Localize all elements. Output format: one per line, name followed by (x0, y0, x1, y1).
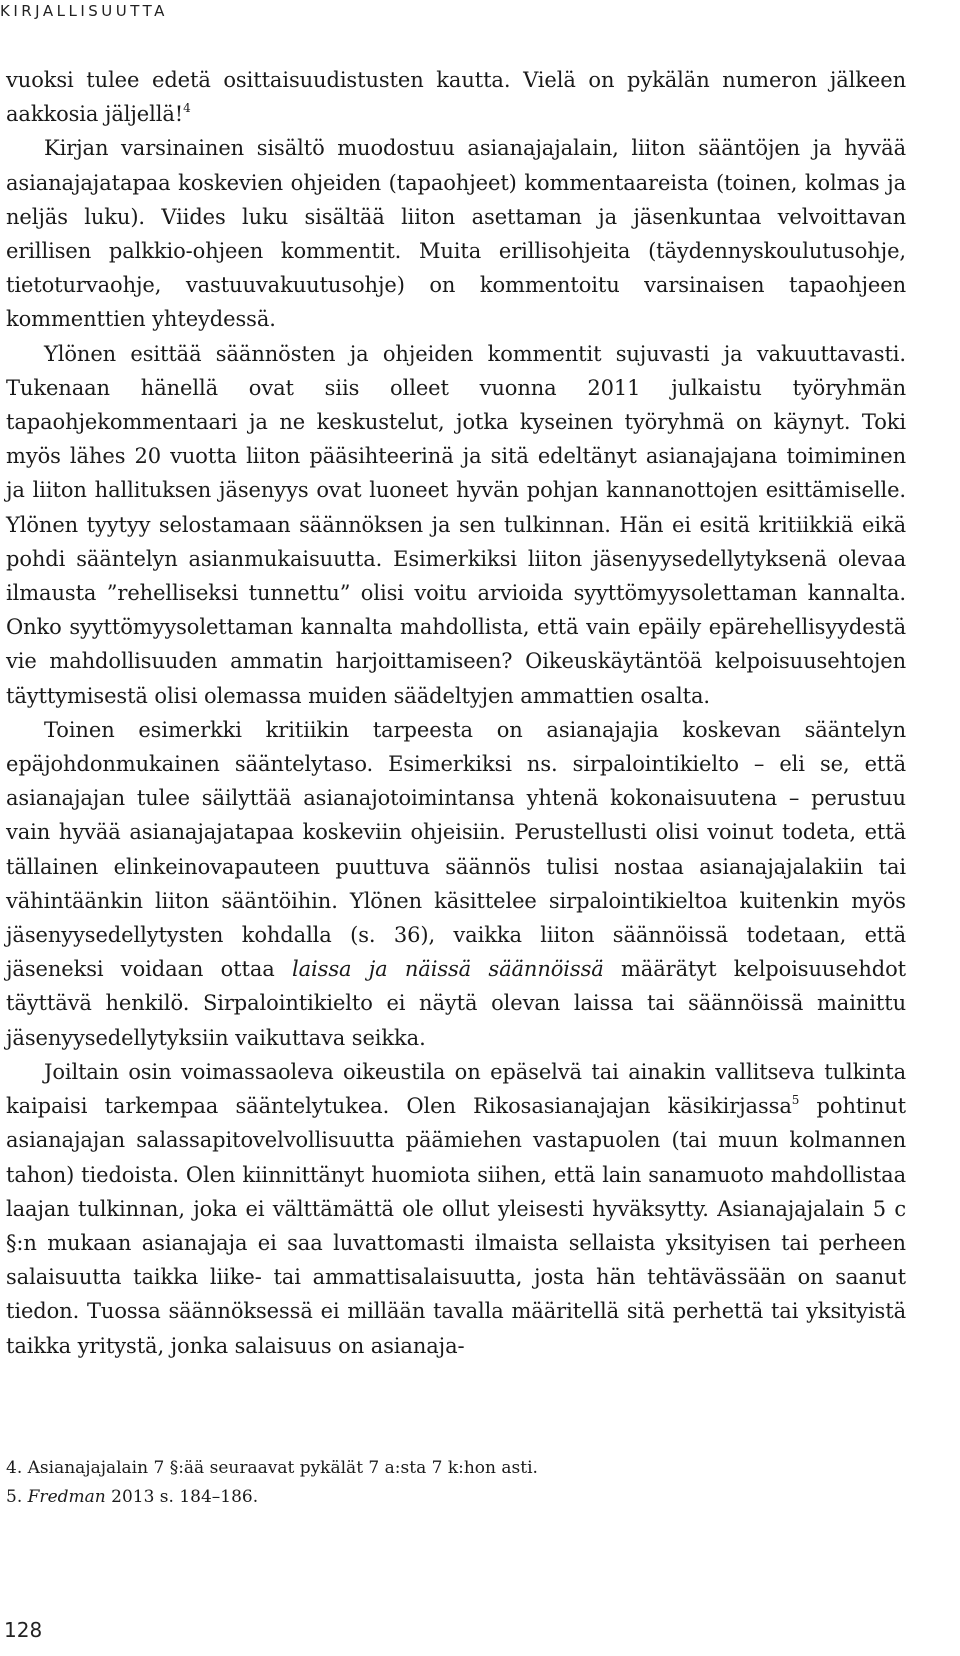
paragraph-text: määrätyt kelpoisuusehdot täyttävä henkilö. Sirpalointikielto ei näytä olevan laissa tai säännöissä mainittu jäsenyysedellytyksiin vaikuttava seikka. (6, 957, 906, 1050)
footnote-text: Asianajajalain 7 §:ää seuraavat pykälät 7 a:sta 7 k:hon asti. (27, 1458, 538, 1478)
running-header: KIRJALLISUUTTA (0, 2, 168, 20)
footnote-ref-4[interactable]: 4 (183, 101, 191, 116)
footnote-author: Fredman (27, 1487, 106, 1507)
paragraph-text: vuoksi tulee edetä osittaisuudistusten kautta. Vielä on pykälän numeron jälkeen aakkosia jäljellä! (6, 68, 906, 127)
paragraph-text: Toinen esimerkki kritiikin tarpeesta on asianajajia koskevan sääntelyn epäjohdonmukainen sääntelytaso. Esimerkiksi ns. sirpalointikielto – eli se, että asianajajan tulee säilyttää asianajotoimintansa yhtenä kokonaisuutena – perustuu vain hyvää asianajajatapaa koskeviin ohjeisiin. Perustellusti olisi voinut todeta, että tällainen elinkeinovapauteen puuttuva säännös tulisi nostaa asianajajalakiin tai vähintäänkin liiton sääntöihin. Ylönen käsittelee sirpalointikieltoa kuitenkin myös jäsenyysedellytysten kohdalla (s. 36), vaikka liiton säännöissä todetaan, että jäseneksi voidaan ottaa (6, 717, 906, 982)
paragraph-2: Kirjan varsinainen sisältö muodostuu asianajajalain, liiton sääntöjen ja hyvää asianajajatapaa koskevien ohjeiden (tapaohjeet) kommentaareista (toinen, kolmas ja neljäs luku). Viides luku sisältää liiton asettaman ja jäsenkuntaa velvoittavan erillisen palkkio-ohjeen kommentit. Muita erillisohjeita (täydennyskoulutusohje, tietoturvaohje, vastuuvakuutusohje) on kommentoitu varsinaisen tapaohjeen kommenttien yhteydessä. (6, 136, 906, 332)
footnote-text: 2013 s. 184–186. (111, 1487, 259, 1507)
footnote-5 (6, 1483, 906, 1512)
footnote-number: 5. (6, 1487, 23, 1507)
paragraph-5 (6, 1055, 906, 1363)
paragraph-3: Ylönen esittää säännösten ja ohjeiden kommentit sujuvasti ja vakuuttavasti. Tukenaan hänellä ovat siis olleet vuonna 2011 julkaistu työryhmän tapaohjekommentaari ja ne keskustelut, jotka kyseinen työryhmä on käynyt. Toki myös lähes 20 vuotta liiton pääsihteerinä ja sitä edeltänyt asianajajana toimiminen ja liiton hallituksen jäsenyys ovat luoneet hyvän pohjan kannanottojen esittämiselle. Ylönen tyytyy selostamaan säännöksen ja sen tulkinnan. Hän ei esitä kritiikkiä eikä pohdi sääntelyn asianmukaisuutta. Esimerkiksi liiton jäsenyysedellytyksenä olevaa ilmausta ”rehelliseksi tunnettu” olisi voitu arvioida syyttömyysolettaman kannalta. Onko syyttömyysolettaman kannalta mahdollista, että vain epäily epärehellisyydestä vie mahdollisuuden ammatin harjoittamiseen? Oikeuskäytäntöä kelpoisuusehtojen täyttymisestä olisi olemassa muiden säädeltyjen ammattien osalta. (6, 341, 906, 708)
footnotes (6, 1454, 906, 1512)
footnote-4 (6, 1454, 906, 1483)
italic-quote: laissa ja näissä säännöissä (292, 957, 604, 982)
footnote-number: 4. (6, 1458, 23, 1478)
article-body (6, 63, 906, 1363)
page-number: 128 (4, 1618, 43, 1642)
paragraph-1 (6, 63, 906, 131)
paragraph-text: pohtinut asianajajan salassapitovelvollisuutta päämiehen vastapuolen (tai muun kolmannen tahon) tiedoista. Olen kiinnittänyt huomiota siihen, että lain sanamuoto mahdollistaa laajan tulkinnan, joka ei välttämättä ole ollut yleisesti hyväksytty. Asianajajalain 5 c §:n mukaan asianajaja ei saa luvattomasti ilmaista sellaista yksityisen tai perheen salaisuutta taikka liike- tai ammattisalaisuutta, josta hän tehtävässään on saanut tiedon. Tuossa säännöksessä ei millään tavalla määritellä sitä perhettä tai yksityistä taikka yritystä, jonka salaisuus on asianaja- (6, 1094, 907, 1358)
paragraph-4 (6, 713, 906, 1055)
paragraph-text: Joiltain osin voimassaoleva oikeustila on epäselvä tai ainakin vallitseva tulkinta kaipaisi tarkempaa sääntelytukea. Olen Rikosasianajajan käsikirjassa (6, 1059, 906, 1119)
footnote-ref-5[interactable]: 5 (791, 1093, 800, 1108)
